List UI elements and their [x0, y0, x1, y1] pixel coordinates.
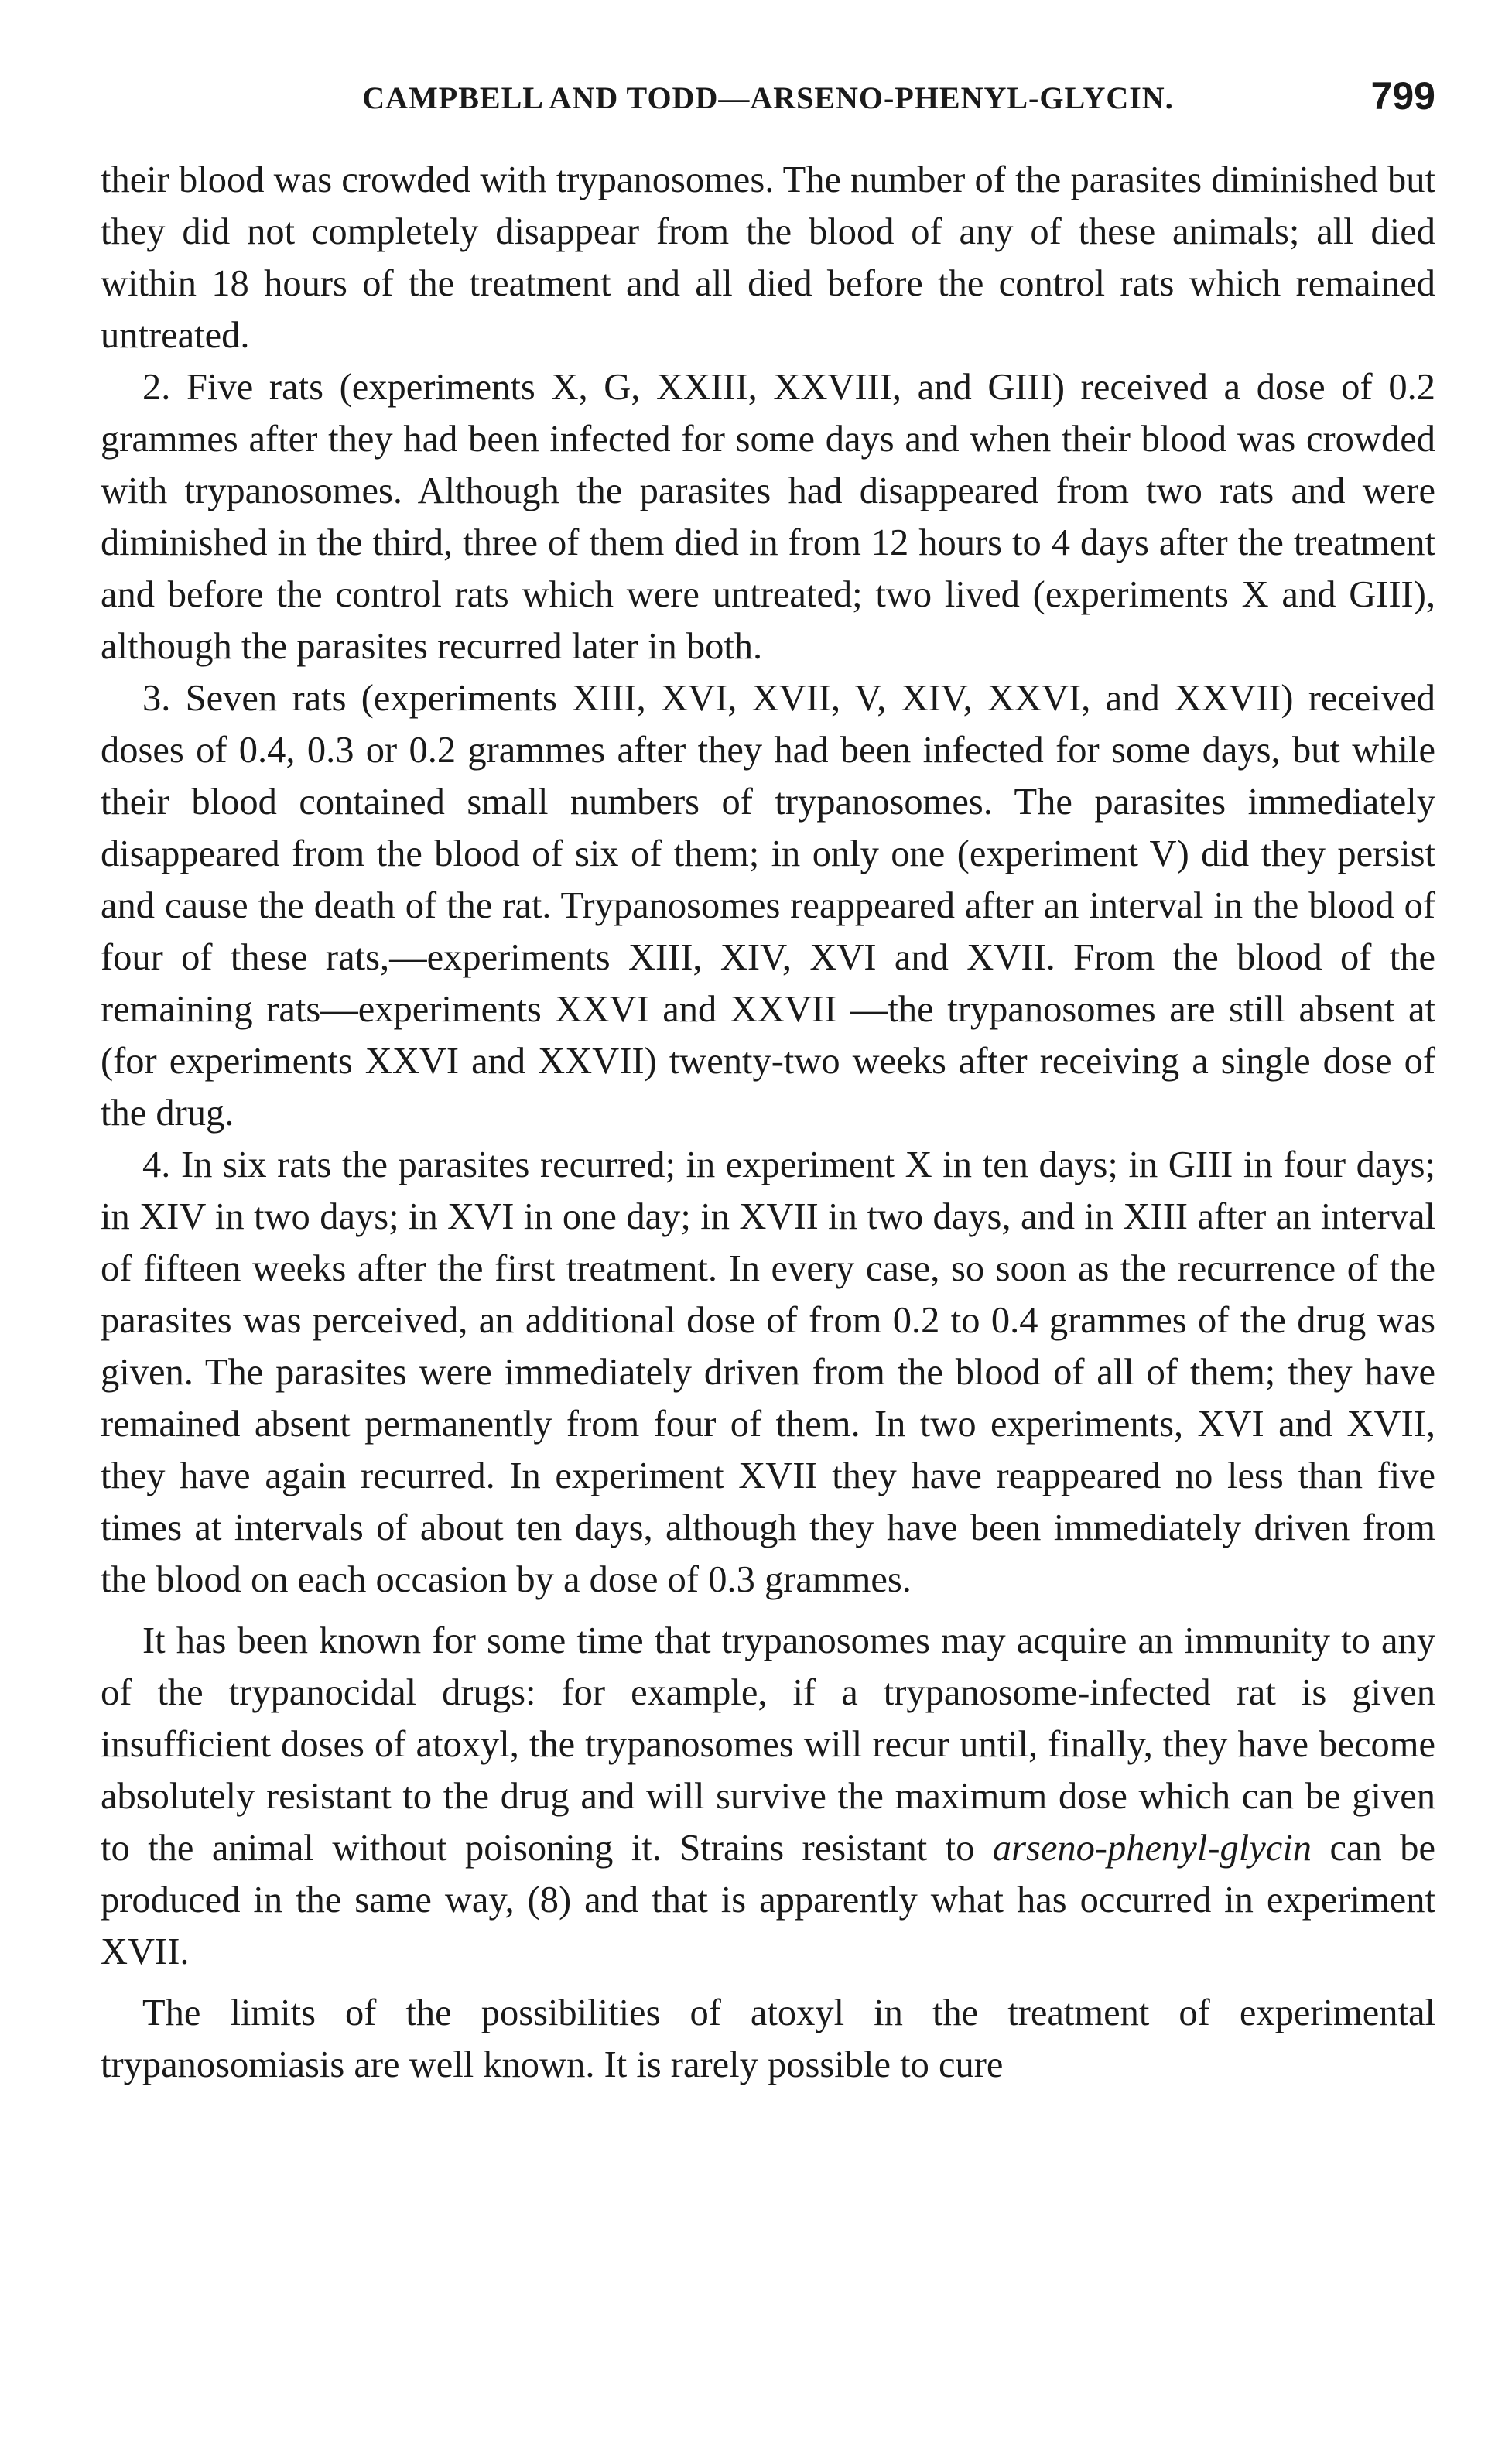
- paragraph-immunity-text-2: can be produced in the same way, (8) and that is apparently what has occurred in experiment XVII.: [101, 1828, 1435, 1972]
- running-head: [101, 74, 1435, 135]
- page-number: 799: [1370, 74, 1435, 118]
- drug-name-italic: arseno-phenyl-glycin: [992, 1828, 1312, 1869]
- paragraph-immunity: [101, 1615, 1435, 1978]
- paragraph-continuation: their blood was crowded with trypanosomes. The number of the parasites diminished but they did not completely disappear from the blood of any of these animals; all died within 18 hours of the treatment and all died before the control rats which remained untreated.: [101, 159, 1435, 356]
- paragraph-item-3: 3. Seven rats (experiments XIII, XVI, XVII, V, XIV, XXVI, and XXVII) received doses of 0.4, 0.3 or 0.2 grammes after they had been infected for some days, but while their blood contained small numbers of trypanosomes. The parasites immediately disappeared from the blood of six of them; in only one (experiment V) did they persist and cause the death of the rat. Trypanosomes reappeared after an interval in the blood of four of these rats,—experiments XIII, XIV, XVI and XVII. From the blood of the remaining rats—experiments XXVI and XXVII —the trypanosomes are still absent at (for experiments XXVI and XXVII) twenty-two weeks after receiving a single dose of the drug.: [101, 678, 1435, 1134]
- paragraph-item-4: 4. In six rats the parasites recurred; in experiment X in ten days; in GIII in four days; in XIV in two days; in XVI in one day; in XVII in two days, and in XIII after an interval of fifteen weeks after the first treatment. In every case, so soon as the recurrence of the parasites was perceived, an additional dose of from 0.2 to 0.4 grammes of the drug was given. The parasites were immediately driven from the blood of all of them; they have remained absent permanently from four of them. In two experiments, XVI and XVII, they have again recurred. In experiment XVII they have reappeared no less than five times at intervals of about ten days, although they have been immediately driven from the blood on each occasion by a dose of 0.3 grammes.: [101, 1144, 1435, 1600]
- paragraph-item-2: 2. Five rats (experiments X, G, XXIII, XXVIII, and GIII) received a dose of 0.2 grammes after they had been infected for some days and when their blood was crowded with trypanosomes. Although the parasites had disappeared from two rats and were diminished in the third, three of them died in from 12 hours to 4 days after the treatment and before the control rats which were untreated; two lived (experiments X and GIII), although the parasites recurred later in both.: [101, 367, 1435, 667]
- page: [101, 74, 1435, 2091]
- paragraph-immunity-text-1: It has been known for some time that trypanosomes may acquire an immunity to any of the trypanocidal drugs: for example, if a trypanosome-infected rat is given insufficient doses of atoxyl, the trypanosomes will recur until, finally, they have become absolutely resistant to the drug and will survive the maximum dose which can be given to the animal without poisoning it. Strains resistant to: [101, 1620, 1435, 1869]
- paragraph-atoxyl-limits: The limits of the possibilities of atoxyl in the treatment of experimental trypanosomiasis are well known. It is rarely possible to cure: [101, 1992, 1435, 2085]
- running-title: CAMPBELL AND TODD—ARSENO-PHENYL-GLYCIN.: [362, 80, 1174, 115]
